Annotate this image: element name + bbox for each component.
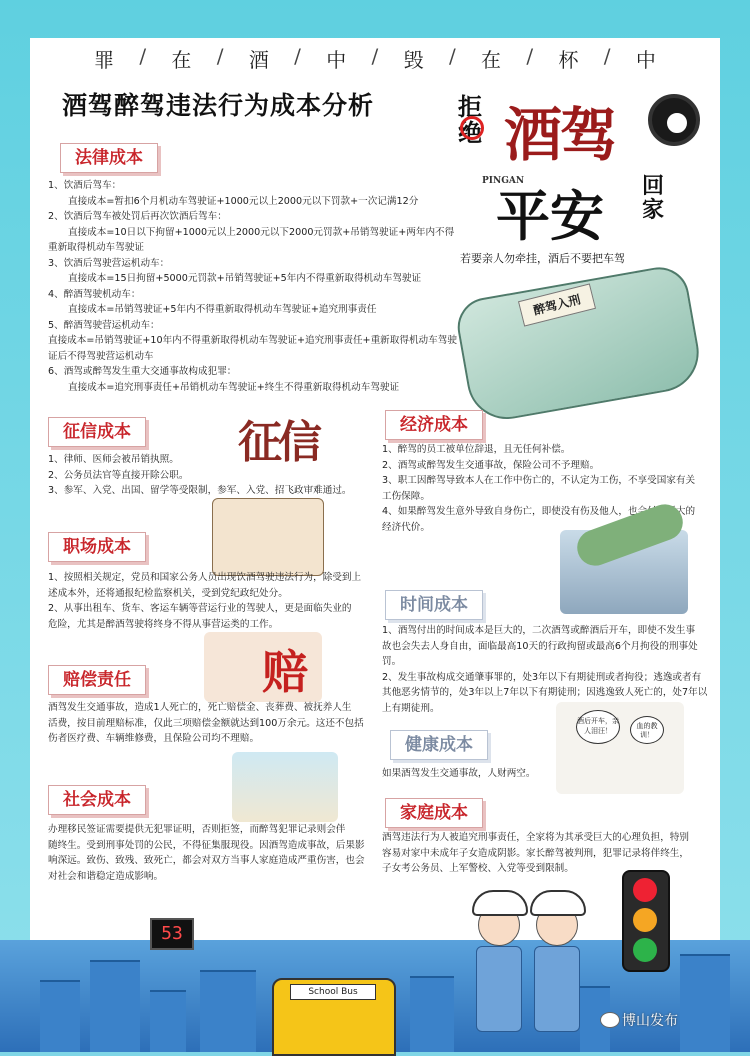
building bbox=[410, 976, 454, 1052]
compensation-art: 赔 bbox=[262, 645, 308, 699]
section-label-time: 时间成本 bbox=[385, 590, 483, 620]
hero-title-art bbox=[452, 88, 708, 268]
text-line: 罚。 bbox=[382, 656, 402, 667]
slogan-separator: / bbox=[526, 44, 534, 68]
text-line: 证后不得驾驶营运机动车 bbox=[48, 350, 154, 362]
wheel-icon bbox=[648, 94, 700, 146]
slogan-char: 杯 bbox=[558, 48, 579, 72]
police-uniform bbox=[534, 946, 580, 1032]
police-officer-female bbox=[528, 890, 584, 1030]
yellow-light bbox=[633, 908, 657, 932]
text-line: 重新取得机动车驾驶证 bbox=[48, 242, 144, 253]
main-title: 酒驾醉驾违法行为成本分析 bbox=[62, 91, 375, 120]
building bbox=[680, 954, 730, 1052]
text-line: 直接成本=追究刑事责任+吊销机动车驾驶证+终生不得重新取得机动车驾驶证 bbox=[68, 381, 400, 393]
section-label-credit: 征信成本 bbox=[48, 417, 146, 447]
police-officer-male bbox=[470, 890, 526, 1030]
hero-pinyin-text: PINGAN bbox=[482, 176, 525, 186]
text-line: 故也会失去人身自由，面临最高10天的行政拘留或最高6个月拘役的刑事处 bbox=[382, 640, 698, 652]
slogan-separator: / bbox=[294, 44, 301, 68]
slogan-char: 在 bbox=[171, 48, 192, 72]
tagline: 若要亲人勿牵挂，酒后不要把车驾 bbox=[460, 252, 625, 265]
section-label-family: 家庭成本 bbox=[385, 798, 483, 828]
text-line: 1、律师、医师会被吊销执照。 bbox=[48, 454, 179, 465]
police-cap bbox=[530, 890, 586, 916]
road-illustration bbox=[232, 752, 338, 822]
speech-bubble: 酒后开车，亲人泪汪！ bbox=[576, 710, 620, 744]
text-line: 危险，尤其是醉酒驾驶将终身不得从事营运类的工作。 bbox=[48, 618, 279, 630]
hero-reject-text: 拒绝 bbox=[458, 92, 482, 147]
slogan-char: 毁 bbox=[403, 48, 424, 72]
text-line: 工伤保障。 bbox=[382, 490, 430, 502]
text-line: 直接成本=吊销驾驶证+5年内不得重新取得机动车驾驶证+追究刑事责任 bbox=[68, 304, 377, 315]
slogan-char: 中 bbox=[326, 48, 347, 72]
text-line: 随终生。受到刑事处罚的公民，不得征集服现役。因酒驾造成事故，后果影 bbox=[48, 839, 365, 851]
green-light bbox=[633, 938, 657, 962]
text-line: 2、饮酒后驾车被处罚后再次饮酒后驾车： bbox=[48, 211, 227, 222]
text-line: 对社会和谐稳定造成影响。 bbox=[48, 870, 164, 882]
text-line: 6、酒驾或醉驾发生重大交通事故构成犯罪： bbox=[48, 366, 237, 377]
text-line: 活费，按目前理赔标准，仅此三项赔偿金额就达到100万余元。这还不包括 bbox=[48, 717, 364, 729]
text-line: 经济代价。 bbox=[382, 521, 430, 533]
text-line: 上有期徒刑。 bbox=[382, 702, 440, 714]
slogan-separator: / bbox=[139, 44, 147, 68]
watermark-text: 博山发布 bbox=[622, 1013, 678, 1029]
health-text bbox=[382, 766, 562, 782]
text-line: 2、发生事故构成交通肇事罪的，处3年以下有期徒刑或者拘役；逃逸或者有 bbox=[382, 671, 702, 683]
health-illustration bbox=[556, 702, 684, 794]
hero-pingan-text: 平安 bbox=[496, 184, 604, 248]
speech-bubble: 血的教训！ bbox=[630, 716, 664, 744]
hero-drink-drive-text: 酒驾 bbox=[504, 101, 617, 169]
text-line: 响深远。致伤、致残、致死亡，都会对双方当事人家庭造成严重伤害，也会 bbox=[48, 855, 365, 866]
section-label-social: 社会成本 bbox=[48, 785, 146, 815]
text-line: 伤者医疗费、车辆维修费，且保险公司均不理赔。 bbox=[48, 733, 260, 744]
text-line: 1、醉驾的员工被单位辞退，且无任何补偿。 bbox=[382, 444, 571, 455]
school-bus-label: School Bus bbox=[290, 984, 376, 1000]
slogan-separator: / bbox=[371, 44, 379, 68]
text-line: 1、饮酒后驾车： bbox=[48, 180, 122, 191]
text-line: 酒驾发生交通事故，造成1人死亡的，死亡赔偿金、丧葬费、被抚养人生 bbox=[48, 702, 352, 713]
section-label-health: 健康成本 bbox=[390, 730, 488, 760]
police-uniform bbox=[476, 946, 522, 1032]
slogan-char: 罪 bbox=[94, 48, 114, 72]
text-line: 酒驾违法行为人被追究刑事责任，全家将为其承受巨大的心理负担，特别 bbox=[382, 832, 689, 843]
slogan-separator: / bbox=[448, 44, 456, 68]
text-line: 述成本外，还将通报纪检监察机关，受到党纪政纪处分。 bbox=[48, 587, 288, 599]
bottle-label: 醉驾入刑 bbox=[518, 283, 596, 326]
credit-text bbox=[48, 452, 368, 499]
slogan-char: 在 bbox=[481, 48, 502, 72]
section-label-legal: 法律成本 bbox=[60, 143, 158, 173]
section-label-career: 职场成本 bbox=[48, 532, 146, 562]
countdown-display: 53 bbox=[150, 918, 194, 950]
slogan-char: 酒 bbox=[248, 48, 269, 72]
building bbox=[40, 980, 80, 1052]
text-line: 1、按照相关规定，党员和国家公务人员出现饮酒驾驶违法行为，除受到上 bbox=[48, 572, 362, 583]
text-line: 子女考公务员、上军警校、入党等受到限制。 bbox=[382, 863, 574, 874]
building bbox=[200, 970, 256, 1052]
text-line: 3、饮酒后驾驶营运机动车： bbox=[48, 257, 170, 269]
text-line: 如果酒驾发生交通事故，人财两空。 bbox=[382, 768, 536, 779]
legal-text bbox=[48, 178, 468, 395]
hero-home-text: 回家 bbox=[642, 173, 665, 223]
text-line: 容易对家中未成年子女造成阴影。家长醉驾被判刑，犯罪记录将伴终生， bbox=[382, 847, 689, 859]
social-text bbox=[48, 822, 378, 884]
text-line: 直接成本=吊销驾驶证+10年内不得重新取得机动车驾驶证+追究刑事责任+重新取得机动车驾驶 bbox=[48, 335, 457, 346]
text-line: 2、公务员法官等直接开除公职。 bbox=[48, 469, 189, 481]
text-line: 2、从事出租车、货车、客运车辆等营运行业的驾驶人，更是面临失业的 bbox=[48, 603, 352, 614]
slogan-separator: / bbox=[216, 44, 224, 68]
building bbox=[90, 960, 140, 1052]
compensation-text bbox=[48, 700, 378, 747]
career-text bbox=[48, 570, 378, 632]
top-slogan bbox=[30, 44, 720, 73]
section-label-compensation: 赔偿责任 bbox=[48, 665, 146, 695]
text-line: 1、酒驾付出的时间成本是巨大的，二次酒驾或醉酒后开车，即使不发生事 bbox=[382, 625, 696, 636]
text-line: 直接成本=10日以下拘留+1000元以上2000元以下2000元罚款+吊销驾驶证+两年内不得 bbox=[68, 226, 455, 238]
section-label-economic: 经济成本 bbox=[385, 410, 483, 440]
text-line: 直接成本=15日拘留+5000元罚款+吊销驾驶证+5年内不得重新取得机动车驾驶证 bbox=[68, 273, 422, 284]
slogan-char: 中 bbox=[635, 48, 656, 72]
red-light bbox=[633, 878, 657, 902]
office-illustration bbox=[212, 498, 324, 576]
no-drinking-icon bbox=[460, 116, 484, 140]
slogan-separator: / bbox=[603, 44, 611, 68]
text-line: 4、醉酒驾驶机动车： bbox=[48, 288, 141, 300]
wechat-icon bbox=[600, 1012, 620, 1028]
text-line: 5、醉酒驾驶营运机动车： bbox=[48, 319, 160, 331]
text-line: 其他恶劣情节的，处3年以上7年以下有期徒刑；因逃逸致人死亡的，处7年以 bbox=[382, 687, 708, 698]
text-line: 4、如果醉驾发生意外导致自身伤亡，即使没有伤及他人，也会付出巨大的 bbox=[382, 506, 696, 517]
building bbox=[150, 990, 186, 1052]
text-line: 直接成本=暂扣6个月机动车驾驶证+1000元以上2000元以下罚款+一次记满12分 bbox=[68, 195, 419, 207]
text-line: 2、酒驾或醉驾发生交通事故，保险公司不予理赔。 bbox=[382, 459, 600, 471]
text-line: 3、职工因醉驾导致本人在工作中伤亡的，不认定为工伤，不享受国家有关 bbox=[382, 475, 696, 486]
text-line: 办理移民签证需要提供无犯罪证明，否则拒签，而醉驾犯罪记录则会伴 bbox=[48, 824, 346, 835]
traffic-light bbox=[622, 870, 670, 972]
credit-art: 征信 bbox=[238, 417, 318, 468]
police-cap bbox=[472, 890, 528, 916]
text-line: 3、参军、入党、出国、留学等受限制，参军、入党、招飞政审难通过。 bbox=[48, 485, 352, 496]
